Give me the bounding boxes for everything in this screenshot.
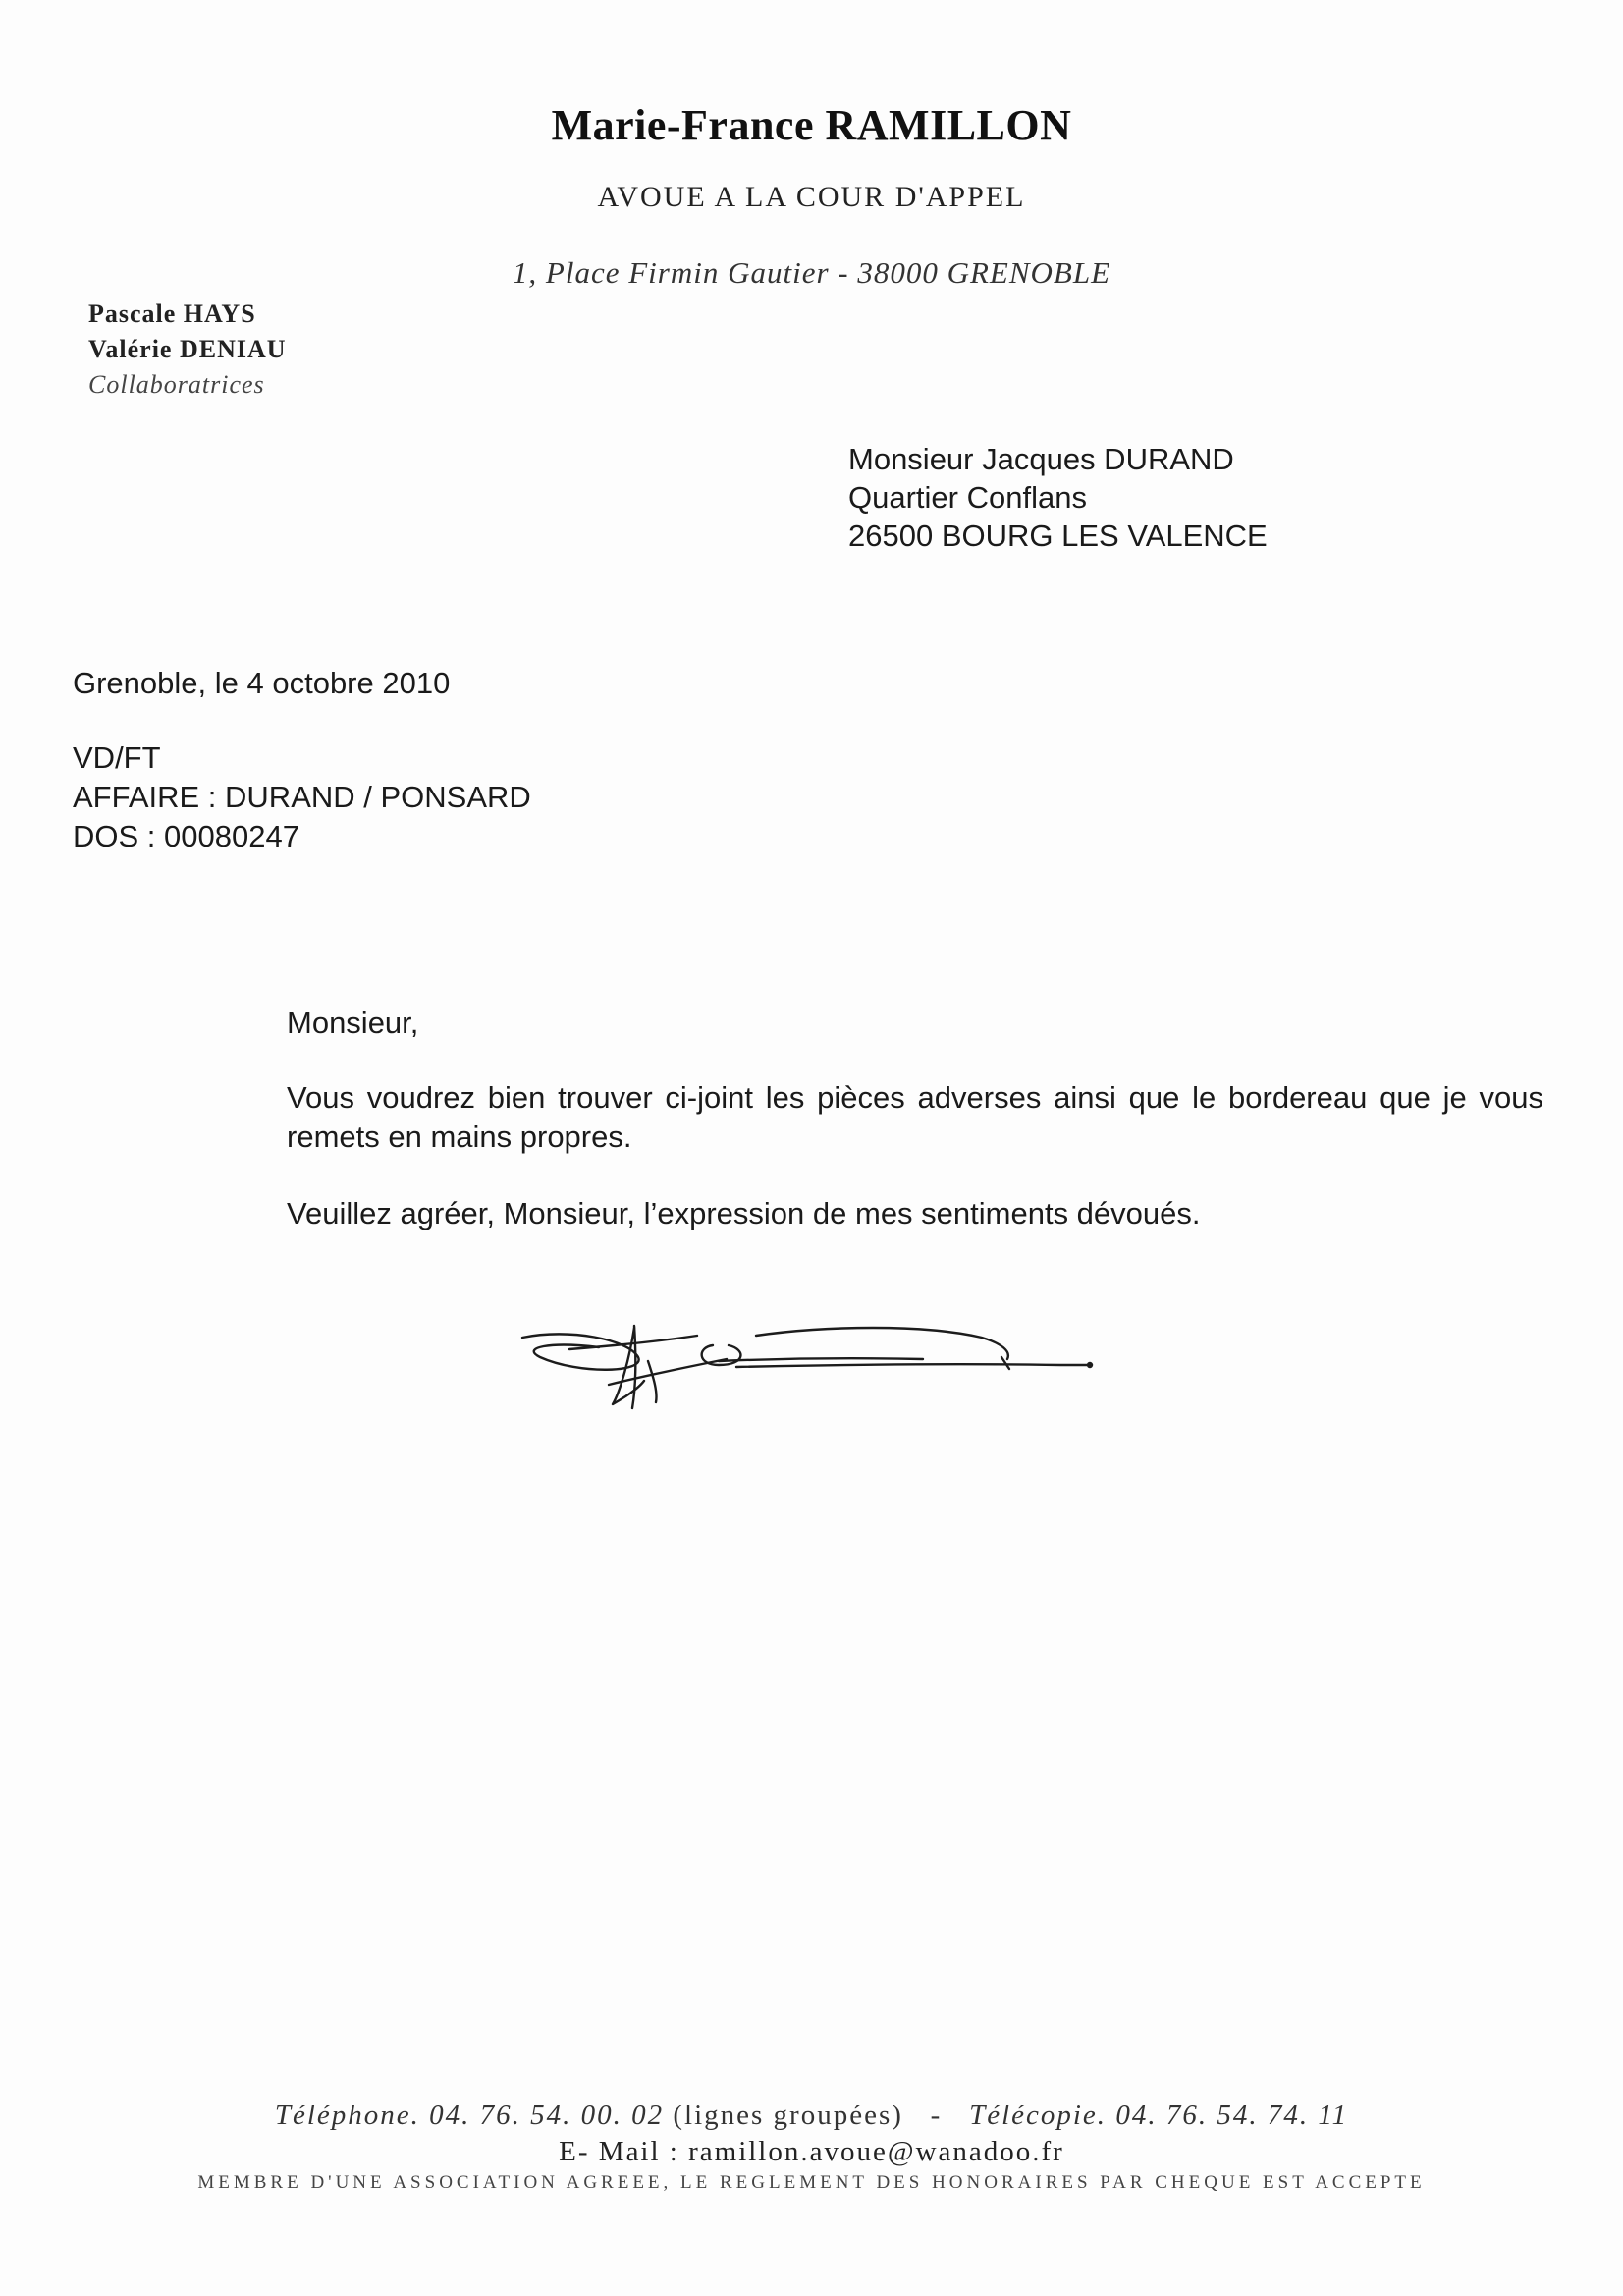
letter-paragraph: Vous voudrez bien trouver ci-joint les pièces adverses ainsi que le bordereau que je vous remets en mains propres. [287,1080,1543,1154]
footer-separator: - [930,2100,943,2131]
footer-contact-line [0,2100,1623,2132]
recipient-line: 26500 BOURG LES VALENCE [848,519,1268,553]
footer-notice: MEMBRE D'UNE ASSOCIATION AGREEE, LE REGLEMENT DES HONORAIRES PAR CHEQUE EST ACCEPTE [197,2172,1426,2193]
recipient-address [848,440,1268,555]
collaborator-name: Pascale HAYS [88,300,256,328]
phone-number: 04. 76. 54. 00. 02 [429,2100,665,2131]
letter-salutation: Monsieur, [287,1006,419,1040]
reference-initials: VD/FT [73,740,161,775]
fax-label: Télécopie. [969,2100,1108,2131]
handwritten-signature [511,1306,1100,1424]
footer-email-line [0,2136,1623,2168]
recipient-line: Quartier Conflans [848,480,1087,515]
collaborators-role: Collaboratrices [88,370,265,399]
phone-note: (lignes groupées) [673,2100,903,2131]
date-line: Grenoble, le 4 octobre 2010 [73,666,451,700]
email-address: ramillon.avoue@wanadoo.fr [688,2136,1064,2167]
letterhead-title: AVOUE A LA COUR D'APPEL [597,181,1026,213]
recipient-line: Monsieur Jacques DURAND [848,442,1234,476]
fax-number: 04. 76. 54. 74. 11 [1115,2100,1349,2131]
collaborators-block [88,297,287,403]
reference-dossier: DOS : 00080247 [73,819,299,853]
phone-label: Téléphone. [274,2100,420,2131]
reference-affaire: AFFAIRE : DURAND / PONSARD [73,780,531,814]
collaborator-name: Valérie DENIAU [88,335,287,363]
letter-closing: Veuillez agréer, Monsieur, l’expression de mes sentiments dévoués. [287,1196,1201,1230]
email-label: E- Mail : [559,2136,679,2167]
letterhead-address: 1, Place Firmin Gautier - 38000 GRENOBLE [512,255,1111,290]
references-block [73,738,531,856]
letterhead-name: Marie-France RAMILLON [551,101,1072,149]
